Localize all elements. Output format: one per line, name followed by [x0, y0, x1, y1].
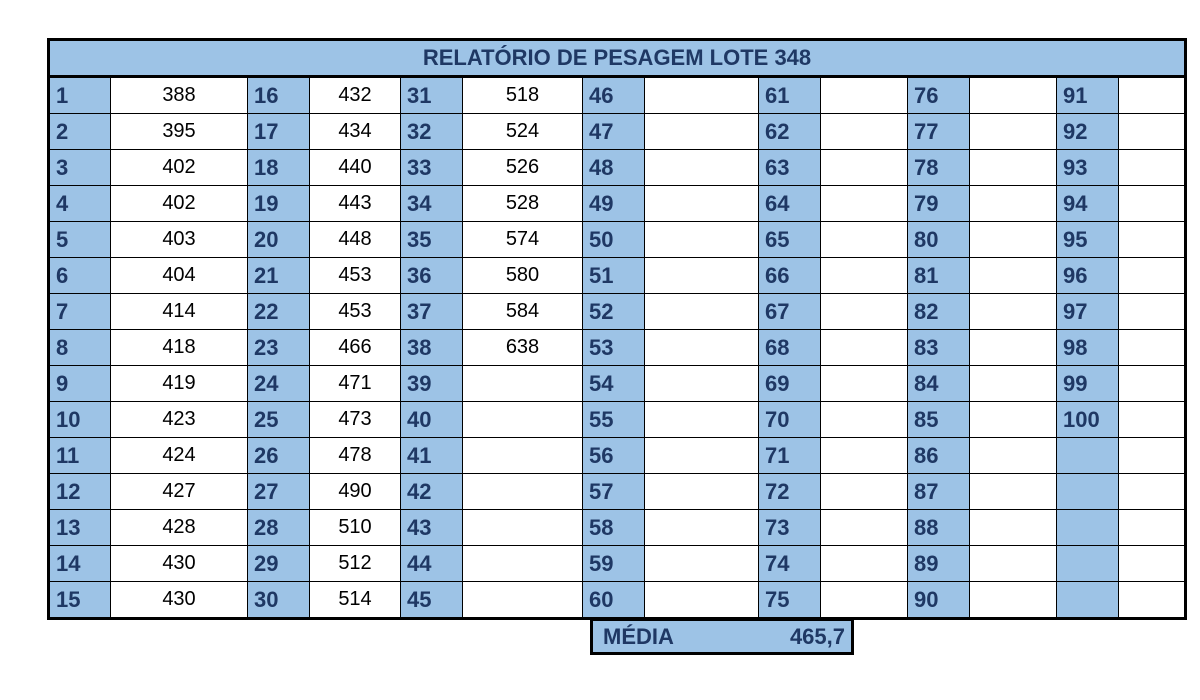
animal-number-cell: 52 — [583, 294, 645, 330]
animal-number-cell: 53 — [583, 330, 645, 366]
animal-number-cell: 78 — [908, 150, 970, 186]
weight-cell: 466 — [310, 330, 401, 366]
animal-number-cell — [1057, 474, 1119, 510]
weight-cell: 414 — [111, 294, 248, 330]
animal-number-cell — [1057, 438, 1119, 474]
animal-number-cell: 75 — [759, 582, 821, 619]
animal-number-cell: 17 — [248, 114, 310, 150]
weight-cell: 528 — [463, 186, 583, 222]
animal-number-cell: 21 — [248, 258, 310, 294]
weight-cell — [970, 186, 1057, 222]
weight-cell — [645, 474, 759, 510]
animal-number-cell: 9 — [49, 366, 111, 402]
weight-cell: 518 — [463, 77, 583, 114]
animal-number-cell: 4 — [49, 186, 111, 222]
table-row — [49, 150, 1186, 186]
weight-cell: 419 — [111, 366, 248, 402]
animal-number-cell: 100 — [1057, 402, 1119, 438]
weight-cell — [463, 474, 583, 510]
animal-number-cell: 11 — [49, 438, 111, 474]
table-row — [49, 546, 1186, 582]
animal-number-cell: 94 — [1057, 186, 1119, 222]
weight-cell — [463, 582, 583, 619]
animal-number-cell: 13 — [49, 510, 111, 546]
animal-number-cell: 91 — [1057, 77, 1119, 114]
weight-cell — [1119, 186, 1186, 222]
weight-cell — [821, 582, 908, 619]
weight-cell — [1119, 330, 1186, 366]
animal-number-cell: 27 — [248, 474, 310, 510]
weight-cell — [645, 77, 759, 114]
table-row — [49, 438, 1186, 474]
animal-number-cell: 47 — [583, 114, 645, 150]
animal-number-cell: 49 — [583, 186, 645, 222]
weight-cell: 524 — [463, 114, 583, 150]
weight-cell: 424 — [111, 438, 248, 474]
animal-number-cell: 15 — [49, 582, 111, 619]
weight-cell — [970, 366, 1057, 402]
weight-cell — [1119, 546, 1186, 582]
weight-cell — [970, 402, 1057, 438]
animal-number-cell: 46 — [583, 77, 645, 114]
weight-cell: 448 — [310, 222, 401, 258]
animal-number-cell: 30 — [248, 582, 310, 619]
weight-cell — [970, 546, 1057, 582]
animal-number-cell: 62 — [759, 114, 821, 150]
animal-number-cell: 44 — [401, 546, 463, 582]
average-value: 465,7 — [789, 623, 845, 649]
weight-cell — [645, 222, 759, 258]
animal-number-cell: 20 — [248, 222, 310, 258]
weight-cell — [821, 546, 908, 582]
weight-cell — [970, 77, 1057, 114]
table-row — [49, 186, 1186, 222]
weight-cell — [970, 474, 1057, 510]
table-row — [49, 77, 1186, 114]
animal-number-cell: 32 — [401, 114, 463, 150]
weight-cell — [1119, 402, 1186, 438]
animal-number-cell: 2 — [49, 114, 111, 150]
animal-number-cell: 80 — [908, 222, 970, 258]
weight-cell — [645, 258, 759, 294]
average-label: MÉDIA — [603, 623, 674, 649]
animal-number-cell: 24 — [248, 366, 310, 402]
weight-cell: 395 — [111, 114, 248, 150]
animal-number-cell: 7 — [49, 294, 111, 330]
animal-number-cell: 66 — [759, 258, 821, 294]
weight-cell — [1119, 366, 1186, 402]
animal-number-cell: 74 — [759, 546, 821, 582]
animal-number-cell: 43 — [401, 510, 463, 546]
table-row — [49, 258, 1186, 294]
animal-number-cell: 65 — [759, 222, 821, 258]
weight-cell — [821, 510, 908, 546]
report-title: RELATÓRIO DE PESAGEM LOTE 348 — [49, 40, 1186, 77]
weight-cell — [821, 402, 908, 438]
weight-cell — [970, 150, 1057, 186]
animal-number-cell — [1057, 546, 1119, 582]
animal-number-cell: 23 — [248, 330, 310, 366]
animal-number-cell: 10 — [49, 402, 111, 438]
animal-number-cell: 67 — [759, 294, 821, 330]
title-row — [49, 40, 1186, 77]
weight-cell — [970, 258, 1057, 294]
weight-cell — [821, 114, 908, 150]
weight-cell: 471 — [310, 366, 401, 402]
weight-cell: 427 — [111, 474, 248, 510]
average-box — [590, 618, 854, 655]
weight-cell: 418 — [111, 330, 248, 366]
weight-cell — [1119, 222, 1186, 258]
animal-number-cell: 41 — [401, 438, 463, 474]
animal-number-cell: 57 — [583, 474, 645, 510]
animal-number-cell: 69 — [759, 366, 821, 402]
weight-cell: 574 — [463, 222, 583, 258]
weight-cell: 514 — [310, 582, 401, 619]
weight-cell: 453 — [310, 294, 401, 330]
animal-number-cell: 1 — [49, 77, 111, 114]
table-row — [49, 222, 1186, 258]
table-row — [49, 474, 1186, 510]
animal-number-cell — [1057, 582, 1119, 619]
animal-number-cell: 38 — [401, 330, 463, 366]
animal-number-cell: 37 — [401, 294, 463, 330]
animal-number-cell: 72 — [759, 474, 821, 510]
weight-cell: 473 — [310, 402, 401, 438]
animal-number-cell: 26 — [248, 438, 310, 474]
animal-number-cell: 55 — [583, 402, 645, 438]
weight-cell: 526 — [463, 150, 583, 186]
weight-cell — [645, 402, 759, 438]
weight-cell — [1119, 474, 1186, 510]
weighing-report-sheet — [47, 38, 1187, 620]
weight-cell — [821, 474, 908, 510]
animal-number-cell: 56 — [583, 438, 645, 474]
animal-number-cell: 3 — [49, 150, 111, 186]
weight-cell — [645, 150, 759, 186]
weight-cell — [1119, 294, 1186, 330]
animal-number-cell: 14 — [49, 546, 111, 582]
weighing-table — [47, 38, 1187, 620]
table-row — [49, 114, 1186, 150]
animal-number-cell: 81 — [908, 258, 970, 294]
animal-number-cell: 5 — [49, 222, 111, 258]
animal-number-cell: 45 — [401, 582, 463, 619]
table-row — [49, 582, 1186, 619]
animal-number-cell: 54 — [583, 366, 645, 402]
animal-number-cell: 59 — [583, 546, 645, 582]
animal-number-cell: 12 — [49, 474, 111, 510]
weight-cell: 453 — [310, 258, 401, 294]
weight-cell — [463, 402, 583, 438]
weight-cell: 443 — [310, 186, 401, 222]
weight-cell — [970, 114, 1057, 150]
animal-number-cell: 83 — [908, 330, 970, 366]
weight-cell: 478 — [310, 438, 401, 474]
animal-number-cell: 92 — [1057, 114, 1119, 150]
weight-cell: 490 — [310, 474, 401, 510]
weight-cell — [1119, 114, 1186, 150]
weight-cell — [821, 258, 908, 294]
weight-cell: 430 — [111, 546, 248, 582]
animal-number-cell: 6 — [49, 258, 111, 294]
animal-number-cell: 8 — [49, 330, 111, 366]
animal-number-cell: 28 — [248, 510, 310, 546]
animal-number-cell: 77 — [908, 114, 970, 150]
table-row — [49, 330, 1186, 366]
weight-cell — [970, 330, 1057, 366]
weight-cell: 428 — [111, 510, 248, 546]
weight-cell — [821, 222, 908, 258]
weight-cell — [821, 330, 908, 366]
weight-cell — [1119, 77, 1186, 114]
animal-number-cell: 18 — [248, 150, 310, 186]
animal-number-cell: 39 — [401, 366, 463, 402]
weight-cell: 430 — [111, 582, 248, 619]
animal-number-cell: 89 — [908, 546, 970, 582]
weight-cell — [463, 546, 583, 582]
weight-cell: 434 — [310, 114, 401, 150]
animal-number-cell: 63 — [759, 150, 821, 186]
animal-number-cell: 31 — [401, 77, 463, 114]
animal-number-cell — [1057, 510, 1119, 546]
animal-number-cell: 25 — [248, 402, 310, 438]
weight-cell — [821, 366, 908, 402]
weight-cell — [645, 438, 759, 474]
animal-number-cell: 96 — [1057, 258, 1119, 294]
weight-cell — [645, 366, 759, 402]
weight-cell: 388 — [111, 77, 248, 114]
weight-cell — [463, 366, 583, 402]
weight-cell — [970, 294, 1057, 330]
animal-number-cell: 87 — [908, 474, 970, 510]
animal-number-cell: 71 — [759, 438, 821, 474]
animal-number-cell: 68 — [759, 330, 821, 366]
weight-cell — [645, 330, 759, 366]
animal-number-cell: 70 — [759, 402, 821, 438]
animal-number-cell: 34 — [401, 186, 463, 222]
animal-number-cell: 76 — [908, 77, 970, 114]
weight-cell — [1119, 258, 1186, 294]
weight-cell: 402 — [111, 150, 248, 186]
animal-number-cell: 60 — [583, 582, 645, 619]
weight-cell: 404 — [111, 258, 248, 294]
animal-number-cell: 97 — [1057, 294, 1119, 330]
weight-cell: 580 — [463, 258, 583, 294]
animal-number-cell: 64 — [759, 186, 821, 222]
table-row — [49, 510, 1186, 546]
weight-cell — [463, 510, 583, 546]
animal-number-cell: 48 — [583, 150, 645, 186]
weight-cell: 402 — [111, 186, 248, 222]
weight-cell — [970, 438, 1057, 474]
animal-number-cell: 16 — [248, 77, 310, 114]
animal-number-cell: 29 — [248, 546, 310, 582]
animal-number-cell: 88 — [908, 510, 970, 546]
animal-number-cell: 73 — [759, 510, 821, 546]
animal-number-cell: 82 — [908, 294, 970, 330]
weight-cell: 423 — [111, 402, 248, 438]
weight-cell: 638 — [463, 330, 583, 366]
weight-cell — [463, 438, 583, 474]
animal-number-cell: 35 — [401, 222, 463, 258]
animal-number-cell: 86 — [908, 438, 970, 474]
weight-cell: 440 — [310, 150, 401, 186]
weight-cell — [1119, 150, 1186, 186]
weight-cell: 403 — [111, 222, 248, 258]
weight-cell — [821, 438, 908, 474]
animal-number-cell: 61 — [759, 77, 821, 114]
animal-number-cell: 36 — [401, 258, 463, 294]
weight-cell — [1119, 510, 1186, 546]
animal-number-cell: 99 — [1057, 366, 1119, 402]
animal-number-cell: 40 — [401, 402, 463, 438]
animal-number-cell: 84 — [908, 366, 970, 402]
weight-cell — [821, 77, 908, 114]
table-row — [49, 402, 1186, 438]
weight-cell: 584 — [463, 294, 583, 330]
weight-cell — [645, 294, 759, 330]
weight-cell: 432 — [310, 77, 401, 114]
weight-cell: 512 — [310, 546, 401, 582]
weight-cell — [970, 510, 1057, 546]
animal-number-cell: 42 — [401, 474, 463, 510]
weight-cell — [645, 582, 759, 619]
weight-cell: 510 — [310, 510, 401, 546]
table-row — [49, 366, 1186, 402]
animal-number-cell: 58 — [583, 510, 645, 546]
weight-cell — [1119, 438, 1186, 474]
weight-cell — [645, 546, 759, 582]
weight-cell — [821, 294, 908, 330]
animal-number-cell: 19 — [248, 186, 310, 222]
table-row — [49, 294, 1186, 330]
weight-cell — [970, 222, 1057, 258]
weight-cell — [821, 150, 908, 186]
animal-number-cell: 98 — [1057, 330, 1119, 366]
weight-cell — [645, 510, 759, 546]
animal-number-cell: 22 — [248, 294, 310, 330]
animal-number-cell: 50 — [583, 222, 645, 258]
animal-number-cell: 85 — [908, 402, 970, 438]
animal-number-cell: 79 — [908, 186, 970, 222]
weight-cell — [1119, 582, 1186, 619]
weight-cell — [821, 186, 908, 222]
animal-number-cell: 95 — [1057, 222, 1119, 258]
animal-number-cell: 33 — [401, 150, 463, 186]
weight-cell — [645, 114, 759, 150]
animal-number-cell: 51 — [583, 258, 645, 294]
animal-number-cell: 93 — [1057, 150, 1119, 186]
weight-cell — [645, 186, 759, 222]
animal-number-cell: 90 — [908, 582, 970, 619]
weight-cell — [970, 582, 1057, 619]
